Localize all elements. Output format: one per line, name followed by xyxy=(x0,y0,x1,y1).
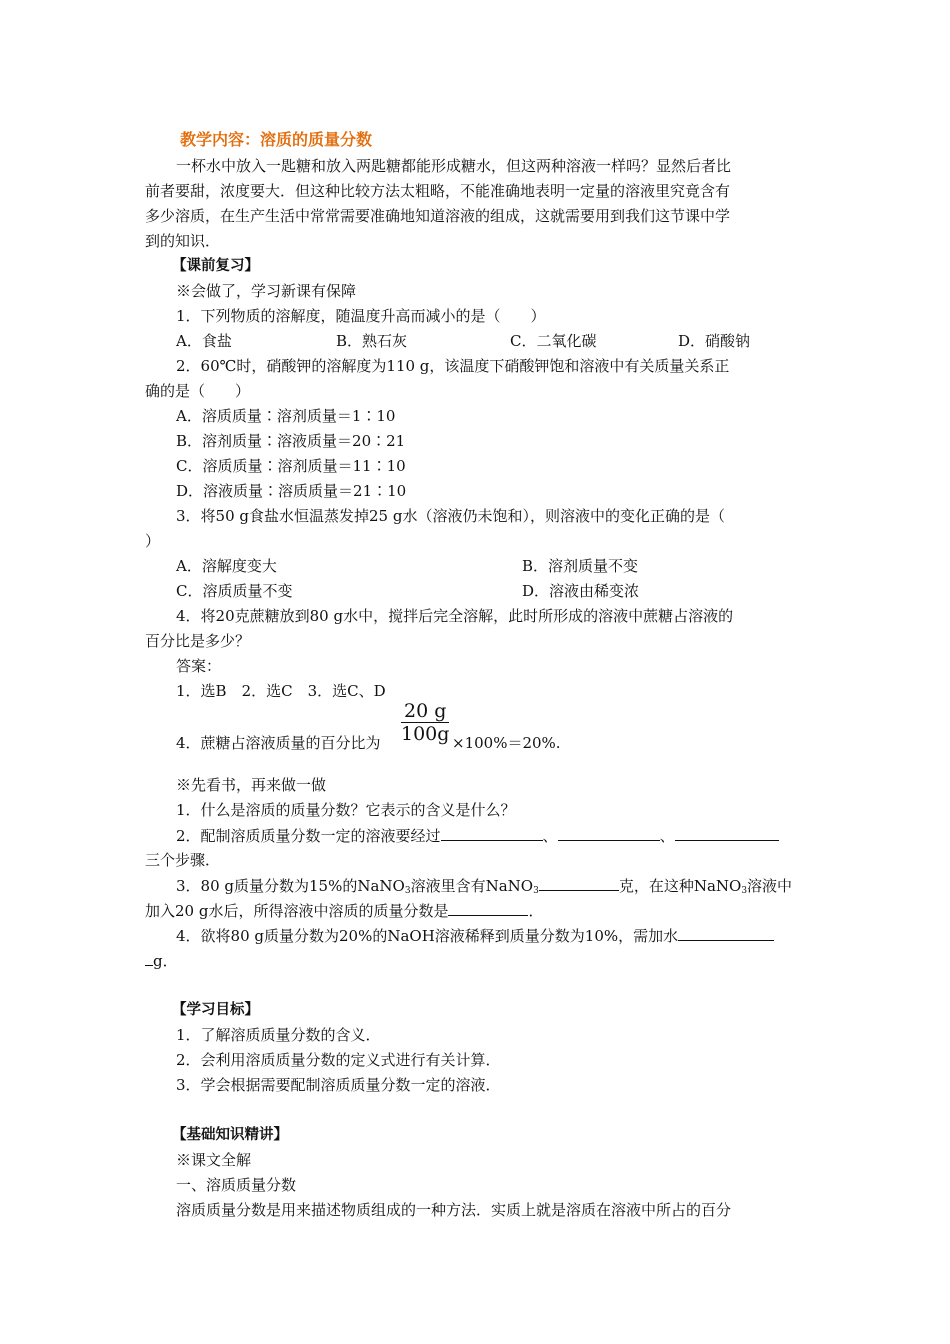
answer-label: 答案： xyxy=(176,657,222,675)
option-c: C．溶质质量∶溶剂质量＝11∶10 xyxy=(176,457,406,475)
option-a: A．溶解度变大 xyxy=(176,557,277,575)
question-2: 2．60℃时，硝酸钾的溶解度为110 g，该温度下硝酸钾饱和溶液中有关质量关系正 xyxy=(176,357,730,375)
page-title: 教学内容：溶质的质量分数 xyxy=(180,130,373,149)
preview-question-3 xyxy=(176,875,792,901)
preview-question-4-cont xyxy=(145,950,178,971)
question-4: 4．将20克蔗糖放到80 g水中，搅拌后完全溶解，此时所形成的溶液中蔗糖占溶液的 xyxy=(176,607,734,625)
question-3-cont: ） xyxy=(145,532,161,550)
question-text: 4．欲将80 g质量分数为20%的NaOH溶液稀释到质量分数为10%，需加水 xyxy=(176,927,679,945)
blank-line xyxy=(678,925,774,941)
basics-text: 溶质质量分数是用来描述物质组成的一种方法．实质上就是溶质在溶液中所占的百分 xyxy=(176,1201,732,1219)
fraction-numerator: 20 g xyxy=(401,700,449,723)
blank-line xyxy=(558,825,660,841)
preview-question-1: 1．什么是溶质的质量分数？它表示的含义是什么？ xyxy=(176,801,516,819)
question-text: 加入20 g水后，所得溶液中溶质的质量分数是 xyxy=(145,902,449,920)
blank-line xyxy=(539,875,619,891)
preview-note: ※先看书，再来做一做 xyxy=(176,776,327,794)
intro-line: 到的知识． xyxy=(145,232,221,250)
review-note: ※会做了，学习新课有保障 xyxy=(176,282,357,300)
section-heading-goals: 【学习目标】 xyxy=(172,1002,259,1018)
option-a: A．溶质质量∶溶剂质量＝1∶10 xyxy=(176,407,396,425)
option-b: B．溶剂质量不变 xyxy=(522,557,639,575)
subscript: 3 xyxy=(533,886,539,896)
goal-item: 2．会利用溶质质量分数的定义式进行有关计算． xyxy=(176,1051,501,1069)
section-heading-basics: 【基础知识精讲】 xyxy=(172,1127,288,1143)
blank-line xyxy=(441,825,543,841)
answer-4-prefix: 4．蔗糖占溶液质量的百分比为 xyxy=(176,734,381,752)
preview-question-2-cont: 三个步骤． xyxy=(145,851,221,869)
option-c: C．溶质质量不变 xyxy=(176,582,293,600)
separator: 、 xyxy=(542,827,558,845)
option-d: D．溶液质量∶溶质质量＝21∶10 xyxy=(176,482,407,500)
option-d: D．溶液由稀变浓 xyxy=(522,582,640,600)
question-text: 2．配制溶质质量分数一定的溶液要经过 xyxy=(176,827,441,845)
question-text: 克，在这种NaNO xyxy=(618,877,742,895)
fraction-denominator: 100g xyxy=(401,723,450,745)
basics-note: ※课文全解 xyxy=(176,1151,252,1169)
preview-question-3-cont xyxy=(145,900,543,921)
preview-question-2 xyxy=(176,825,779,846)
answer-line: 1．选B 2．选C 3．选C、D xyxy=(176,682,386,700)
question-text: 3．80 g质量分数为15%的NaNO xyxy=(176,877,405,895)
question-text: 溶液中 xyxy=(747,877,793,895)
option-a: A．食盐 xyxy=(176,332,232,350)
section-heading-review: 【课前复习】 xyxy=(172,258,259,274)
subscript: 3 xyxy=(741,886,748,896)
period: ． xyxy=(528,902,544,920)
basics-subheading: 一、溶质质量分数 xyxy=(176,1176,297,1194)
option-c: C．二氧化碳 xyxy=(510,332,597,350)
preview-question-4 xyxy=(176,925,774,946)
question-2-cont: 确的是（ ） xyxy=(145,382,251,400)
question-1: 1．下列物质的溶解度，随温度升高而减小的是（ ） xyxy=(176,307,546,325)
blank-line xyxy=(448,900,528,916)
goal-item: 1．了解溶质质量分数的含义． xyxy=(176,1026,381,1044)
question-text: 溶液里含有NaNO xyxy=(410,877,534,895)
goal-item: 3．学会根据需要配制溶质质量分数一定的溶液． xyxy=(176,1076,501,1094)
question-3: 3．将50 g食盐水恒温蒸发掉25 g水（溶液仍未饱和），则溶液中的变化正确的是（ xyxy=(176,507,725,525)
option-b: B．熟石灰 xyxy=(336,332,408,350)
option-d: D．硝酸钠 xyxy=(678,332,751,350)
separator: 、 xyxy=(659,827,675,845)
blank-line xyxy=(145,950,153,966)
intro-line: 多少溶质，在生产生活中常常需要准确地知道溶液的组成，这就需要用到我们这节课中学 xyxy=(145,207,731,225)
answer-fraction xyxy=(401,700,449,745)
answer-4-suffix: ×100%＝20%. xyxy=(452,734,561,752)
question-text: g． xyxy=(153,952,178,970)
intro-line: 一杯水中放入一匙糖和放入两匙糖都能形成糖水，但这两种溶液一样吗？显然后者比 xyxy=(176,157,732,175)
blank-line xyxy=(675,825,779,841)
intro-line: 前者要甜，浓度要大．但这种比较方法太粗略，不能准确地表明一定量的溶液里究竟含有 xyxy=(145,182,731,200)
subscript: 3 xyxy=(404,886,411,896)
question-4-cont: 百分比是多少？ xyxy=(145,632,251,650)
option-b: B．溶剂质量∶溶液质量＝20∶21 xyxy=(176,432,406,450)
